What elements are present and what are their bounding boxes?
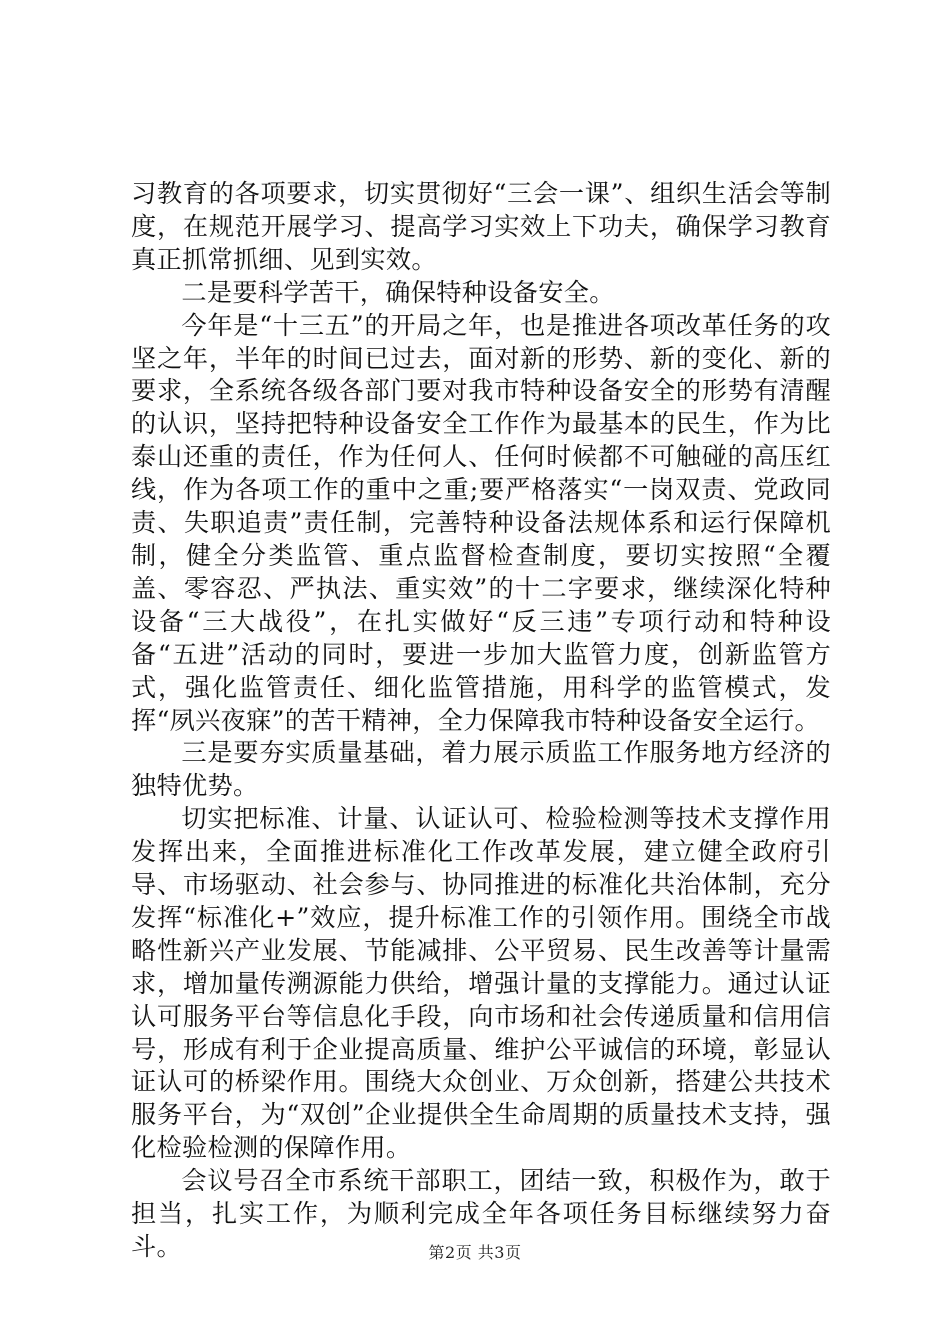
- document-body: [131, 178, 831, 1264]
- paragraph-quality-body: 切实把标准、计量、认证认可、检验检测等技术支撑作用发挥出来，全面推进标准化工作改革发展，建立健全政府引导、市场驱动、社会参与、协同推进的标准化共治体制，充分发挥“标准化+”效应，提升标准工作的引领作用。围绕全市战略性新兴产业发展、节能减排、公平贸易、民生改善等计量需求，增加量传溯源能力供给，增强计量的支撑能力。通过认证认可服务平台等信息化手段，向市场和社会传递质量和信用信号，形成有利于企业提高质量、维护公平诚信的环境，彰显认证认可的桥梁作用。围绕大众创业、万众创新，搭建公共技术服务平台，为“双创”企业提供全生命周期的质量技术支持，强化检验检测的保障作用。: [131, 804, 831, 1163]
- paragraph-safety-body: 今年是“十三五”的开局之年，也是推进各项改革任务的攻坚之年，半年的时间已过去，面对新的形势、新的变化、新的要求，全系统各级各部门要对我市特种设备安全的形势有清醒的认识，坚持把特种设备安全工作作为最基本的民生，作为比泰山还重的责任，作为任何人、任何时候都不可触碰的高压红线，作为各项工作的重中之重;要严格落实“一岗双责、党政同责、失职追责”责任制，完善特种设备法规体系和运行保障机制，健全分类监管、重点监督检查制度，要切实按照“全覆盖、零容忍、严执法、重实效”的十二字要求，继续深化特种设备“三大战役”，在扎实做好“反三违”专项行动和特种设备“五进”活动的同时，要进一步加大监管力度，创新监管方式，强化监管责任、细化监管措施，用科学的监管模式，发挥“夙兴夜寐”的苦干精神，全力保障我市特种设备安全运行。: [131, 310, 831, 735]
- paragraph-continuation: 习教育的各项要求，切实贯彻好“三会一课”、组织生活会等制度，在规范开展学习、提高学习实效上下功夫，确保学习教育真正抓常抓细、见到实效。: [131, 179, 831, 274]
- paragraph-closing: 会议号召全市系统干部职工，团结一致，积极作为，敢于担当，扎实工作，为顺利完成全年各项任务目标继续努力奋斗。: [131, 1166, 831, 1261]
- paragraph-heading-three: 三是要夯实质量基础，着力展示质监工作服务地方经济的独特优势。: [131, 738, 831, 801]
- paragraph-heading-two: 二是要科学苦干，确保特种设备安全。: [181, 277, 615, 307]
- page-number: 第2页 共3页: [428, 1243, 522, 1262]
